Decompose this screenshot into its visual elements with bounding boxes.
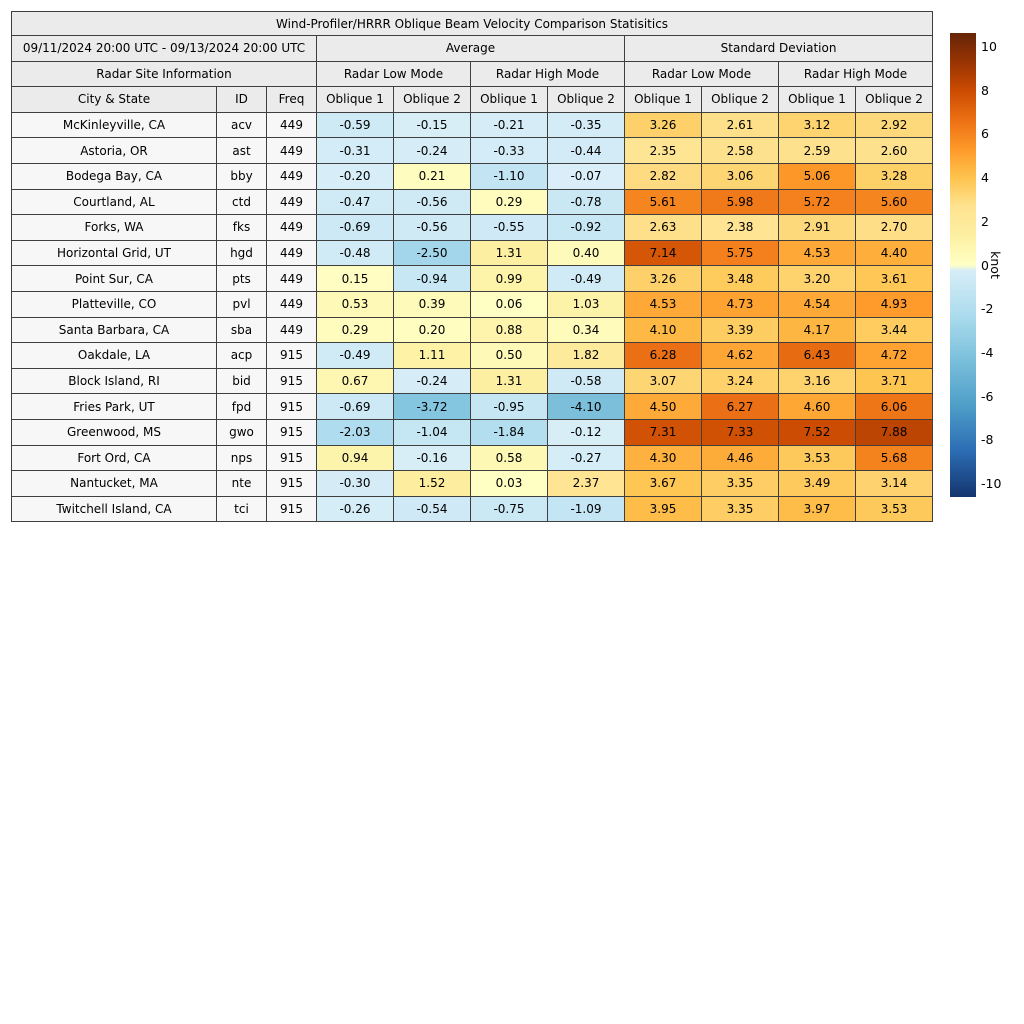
value-cell: 0.03 xyxy=(471,471,548,497)
freq-cell: 915 xyxy=(267,394,317,420)
city-cell: Twitchell Island, CA xyxy=(12,496,217,522)
site-id-cell: pts xyxy=(217,266,267,292)
value-cell: -0.75 xyxy=(471,496,548,522)
value-cell: 3.24 xyxy=(702,368,779,394)
value-cell: -0.56 xyxy=(394,215,471,241)
city-cell: Astoria, OR xyxy=(12,138,217,164)
value-cell: -0.27 xyxy=(548,445,625,471)
freq-cell: 915 xyxy=(267,496,317,522)
value-cell: 4.60 xyxy=(779,394,856,420)
oblique1-header: Oblique 1 xyxy=(317,87,394,113)
value-cell: -0.49 xyxy=(317,343,394,369)
colorbar-tick: 2 xyxy=(981,213,989,229)
oblique1-header: Oblique 1 xyxy=(625,87,702,113)
city-cell: Block Island, RI xyxy=(12,368,217,394)
std-dev-group-header: Standard Deviation xyxy=(625,36,933,62)
table-row xyxy=(12,112,933,138)
site-id-cell: sba xyxy=(217,317,267,343)
std-low-mode-header: Radar Low Mode xyxy=(625,61,779,87)
table-row xyxy=(12,291,933,317)
city-cell: Point Sur, CA xyxy=(12,266,217,292)
table-row xyxy=(12,317,933,343)
value-cell: 2.38 xyxy=(702,215,779,241)
site-id-cell: fks xyxy=(217,215,267,241)
comparison-table xyxy=(11,11,933,522)
value-cell: 1.52 xyxy=(394,471,471,497)
city-cell: Fort Ord, CA xyxy=(12,445,217,471)
value-cell: 3.26 xyxy=(625,266,702,292)
table-row xyxy=(12,240,933,266)
value-cell: -1.09 xyxy=(548,496,625,522)
colorbar-tick: 10 xyxy=(981,38,997,54)
city-cell: Santa Barbara, CA xyxy=(12,317,217,343)
value-cell: 4.53 xyxy=(625,291,702,317)
value-cell: 2.70 xyxy=(856,215,933,241)
value-cell: -0.30 xyxy=(317,471,394,497)
site-id-cell: tci xyxy=(217,496,267,522)
id-header: ID xyxy=(217,87,267,113)
value-cell: 3.16 xyxy=(779,368,856,394)
city-cell: Nantucket, MA xyxy=(12,471,217,497)
value-cell: -0.55 xyxy=(471,215,548,241)
colorbar-tick: -8 xyxy=(981,432,994,448)
value-cell: 4.53 xyxy=(779,240,856,266)
value-cell: 5.72 xyxy=(779,189,856,215)
value-cell: 0.20 xyxy=(394,317,471,343)
table-row xyxy=(12,343,933,369)
colorbar-tick: 6 xyxy=(981,126,989,142)
value-cell: 1.03 xyxy=(548,291,625,317)
value-cell: 5.61 xyxy=(625,189,702,215)
table-row xyxy=(12,368,933,394)
value-cell: -0.26 xyxy=(317,496,394,522)
value-cell: 0.29 xyxy=(471,189,548,215)
value-cell: 0.39 xyxy=(394,291,471,317)
city-cell: Greenwood, MS xyxy=(12,419,217,445)
colorbar-tick: 4 xyxy=(981,169,989,185)
city-cell: Courtland, AL xyxy=(12,189,217,215)
value-cell: -0.59 xyxy=(317,112,394,138)
table-row xyxy=(12,471,933,497)
value-cell: 7.52 xyxy=(779,419,856,445)
city-cell: Forks, WA xyxy=(12,215,217,241)
freq-cell: 449 xyxy=(267,163,317,189)
value-cell: 0.88 xyxy=(471,317,548,343)
value-cell: -0.24 xyxy=(394,368,471,394)
value-cell: 3.67 xyxy=(625,471,702,497)
value-cell: 3.39 xyxy=(702,317,779,343)
freq-header: Freq xyxy=(267,87,317,113)
freq-cell: 449 xyxy=(267,317,317,343)
value-cell: -4.10 xyxy=(548,394,625,420)
colorbar xyxy=(950,33,1024,497)
value-cell: 3.48 xyxy=(702,266,779,292)
value-cell: -0.49 xyxy=(548,266,625,292)
value-cell: -0.33 xyxy=(471,138,548,164)
value-cell: -0.47 xyxy=(317,189,394,215)
value-cell: 0.21 xyxy=(394,163,471,189)
site-id-cell: pvl xyxy=(217,291,267,317)
city-cell: Fries Park, UT xyxy=(12,394,217,420)
site-info-header: Radar Site Information xyxy=(12,61,317,87)
value-cell: -1.10 xyxy=(471,163,548,189)
value-cell: 3.14 xyxy=(856,471,933,497)
value-cell: -0.56 xyxy=(394,189,471,215)
table-row xyxy=(12,215,933,241)
site-id-cell: bid xyxy=(217,368,267,394)
freq-cell: 915 xyxy=(267,445,317,471)
table-row xyxy=(12,189,933,215)
freq-cell: 449 xyxy=(267,138,317,164)
value-cell: -0.69 xyxy=(317,215,394,241)
freq-cell: 915 xyxy=(267,419,317,445)
value-cell: 5.75 xyxy=(702,240,779,266)
value-cell: 1.31 xyxy=(471,368,548,394)
std-high-mode-header: Radar High Mode xyxy=(779,61,933,87)
value-cell: -0.95 xyxy=(471,394,548,420)
value-cell: -2.50 xyxy=(394,240,471,266)
value-cell: 0.53 xyxy=(317,291,394,317)
colorbar-tick: -2 xyxy=(981,300,994,316)
value-cell: 3.28 xyxy=(856,163,933,189)
freq-cell: 915 xyxy=(267,343,317,369)
value-cell: 3.53 xyxy=(779,445,856,471)
value-cell: 6.27 xyxy=(702,394,779,420)
value-cell: 5.06 xyxy=(779,163,856,189)
value-cell: 4.73 xyxy=(702,291,779,317)
value-cell: 3.12 xyxy=(779,112,856,138)
value-cell: 0.06 xyxy=(471,291,548,317)
value-cell: 3.95 xyxy=(625,496,702,522)
value-cell: 2.37 xyxy=(548,471,625,497)
value-cell: 2.58 xyxy=(702,138,779,164)
site-id-cell: fpd xyxy=(217,394,267,420)
value-cell: -3.72 xyxy=(394,394,471,420)
value-cell: 3.71 xyxy=(856,368,933,394)
value-cell: -0.16 xyxy=(394,445,471,471)
freq-cell: 449 xyxy=(267,266,317,292)
value-cell: 5.98 xyxy=(702,189,779,215)
value-cell: 3.35 xyxy=(702,496,779,522)
site-id-cell: ast xyxy=(217,138,267,164)
value-cell: 0.15 xyxy=(317,266,394,292)
city-cell: McKinleyville, CA xyxy=(12,112,217,138)
value-cell: 4.17 xyxy=(779,317,856,343)
site-id-cell: acv xyxy=(217,112,267,138)
colorbar-tick: -4 xyxy=(981,344,994,360)
value-cell: 4.40 xyxy=(856,240,933,266)
freq-cell: 915 xyxy=(267,368,317,394)
colorbar-unit-label: knot xyxy=(988,251,1003,279)
value-cell: -0.94 xyxy=(394,266,471,292)
value-cell: 3.61 xyxy=(856,266,933,292)
value-cell: 3.07 xyxy=(625,368,702,394)
colorbar-tick: -6 xyxy=(981,388,994,404)
value-cell: 3.49 xyxy=(779,471,856,497)
oblique2-header: Oblique 2 xyxy=(394,87,471,113)
value-cell: 6.06 xyxy=(856,394,933,420)
value-cell: -0.78 xyxy=(548,189,625,215)
value-cell: 2.63 xyxy=(625,215,702,241)
value-cell: 0.58 xyxy=(471,445,548,471)
city-cell: Horizontal Grid, UT xyxy=(12,240,217,266)
value-cell: 3.06 xyxy=(702,163,779,189)
group-header-row xyxy=(12,36,933,62)
value-cell: 7.14 xyxy=(625,240,702,266)
site-id-cell: gwo xyxy=(217,419,267,445)
avg-high-mode-header: Radar High Mode xyxy=(471,61,625,87)
value-cell: 2.82 xyxy=(625,163,702,189)
value-cell: -0.54 xyxy=(394,496,471,522)
value-cell: 4.46 xyxy=(702,445,779,471)
value-cell: -0.58 xyxy=(548,368,625,394)
value-cell: -0.12 xyxy=(548,419,625,445)
value-cell: -0.24 xyxy=(394,138,471,164)
city-state-header: City & State xyxy=(12,87,217,113)
title-row xyxy=(12,12,933,36)
value-cell: 0.50 xyxy=(471,343,548,369)
value-cell: 2.61 xyxy=(702,112,779,138)
value-cell: 3.53 xyxy=(856,496,933,522)
value-cell: -0.44 xyxy=(548,138,625,164)
value-cell: 2.91 xyxy=(779,215,856,241)
table-body xyxy=(12,112,933,522)
site-id-cell: hgd xyxy=(217,240,267,266)
value-cell: 0.67 xyxy=(317,368,394,394)
value-cell: -0.31 xyxy=(317,138,394,164)
city-cell: Platteville, CO xyxy=(12,291,217,317)
value-cell: -0.07 xyxy=(548,163,625,189)
value-cell: 2.92 xyxy=(856,112,933,138)
city-cell: Bodega Bay, CA xyxy=(12,163,217,189)
value-cell: -0.20 xyxy=(317,163,394,189)
avg-low-mode-header: Radar Low Mode xyxy=(317,61,471,87)
site-id-cell: nps xyxy=(217,445,267,471)
site-id-cell: bby xyxy=(217,163,267,189)
value-cell: 2.60 xyxy=(856,138,933,164)
oblique1-header: Oblique 1 xyxy=(471,87,548,113)
table-row xyxy=(12,445,933,471)
oblique2-header: Oblique 2 xyxy=(702,87,779,113)
site-id-cell: acp xyxy=(217,343,267,369)
colorbar-tick: 8 xyxy=(981,82,989,98)
freq-cell: 449 xyxy=(267,291,317,317)
value-cell: 0.94 xyxy=(317,445,394,471)
value-cell: 0.99 xyxy=(471,266,548,292)
table-row xyxy=(12,419,933,445)
figure-canvas xyxy=(11,11,933,522)
table-title: Wind-Profiler/HRRR Oblique Beam Velocity Comparison Statisitics xyxy=(12,12,933,36)
value-cell: 4.50 xyxy=(625,394,702,420)
table-row xyxy=(12,496,933,522)
value-cell: 4.10 xyxy=(625,317,702,343)
site-id-cell: nte xyxy=(217,471,267,497)
value-cell: -1.84 xyxy=(471,419,548,445)
value-cell: 3.35 xyxy=(702,471,779,497)
value-cell: 6.28 xyxy=(625,343,702,369)
value-cell: 5.68 xyxy=(856,445,933,471)
colorbar-tick: -10 xyxy=(981,475,1002,491)
value-cell: 0.29 xyxy=(317,317,394,343)
value-cell: 4.93 xyxy=(856,291,933,317)
value-cell: 6.43 xyxy=(779,343,856,369)
value-cell: -2.03 xyxy=(317,419,394,445)
column-header-row xyxy=(12,87,933,113)
average-group-header: Average xyxy=(317,36,625,62)
value-cell: 1.82 xyxy=(548,343,625,369)
date-range: 09/11/2024 20:00 UTC - 09/13/2024 20:00 UTC xyxy=(12,36,317,62)
value-cell: -0.69 xyxy=(317,394,394,420)
value-cell: 5.60 xyxy=(856,189,933,215)
table-row xyxy=(12,163,933,189)
value-cell: 4.72 xyxy=(856,343,933,369)
freq-cell: 449 xyxy=(267,215,317,241)
value-cell: 1.31 xyxy=(471,240,548,266)
freq-cell: 449 xyxy=(267,189,317,215)
freq-cell: 449 xyxy=(267,112,317,138)
value-cell: -0.15 xyxy=(394,112,471,138)
value-cell: 7.31 xyxy=(625,419,702,445)
value-cell: -0.35 xyxy=(548,112,625,138)
value-cell: -1.04 xyxy=(394,419,471,445)
value-cell: 4.54 xyxy=(779,291,856,317)
value-cell: -0.21 xyxy=(471,112,548,138)
value-cell: 3.20 xyxy=(779,266,856,292)
value-cell: -0.48 xyxy=(317,240,394,266)
city-cell: Oakdale, LA xyxy=(12,343,217,369)
site-id-cell: ctd xyxy=(217,189,267,215)
value-cell: 1.11 xyxy=(394,343,471,369)
value-cell: 0.34 xyxy=(548,317,625,343)
oblique2-header: Oblique 2 xyxy=(856,87,933,113)
value-cell: 4.30 xyxy=(625,445,702,471)
value-cell: 3.97 xyxy=(779,496,856,522)
freq-cell: 915 xyxy=(267,471,317,497)
value-cell: 4.62 xyxy=(702,343,779,369)
value-cell: 2.59 xyxy=(779,138,856,164)
freq-cell: 449 xyxy=(267,240,317,266)
value-cell: 0.40 xyxy=(548,240,625,266)
value-cell: 3.26 xyxy=(625,112,702,138)
value-cell: 7.33 xyxy=(702,419,779,445)
oblique1-header: Oblique 1 xyxy=(779,87,856,113)
value-cell: 2.35 xyxy=(625,138,702,164)
value-cell: 7.88 xyxy=(856,419,933,445)
table-row xyxy=(12,138,933,164)
oblique2-header: Oblique 2 xyxy=(548,87,625,113)
value-cell: -0.92 xyxy=(548,215,625,241)
table-row xyxy=(12,266,933,292)
mode-header-row xyxy=(12,61,933,87)
value-cell: 3.44 xyxy=(856,317,933,343)
table-row xyxy=(12,394,933,420)
colorbar-ticks xyxy=(950,33,1024,497)
colorbar-tick: 0 xyxy=(981,257,989,273)
